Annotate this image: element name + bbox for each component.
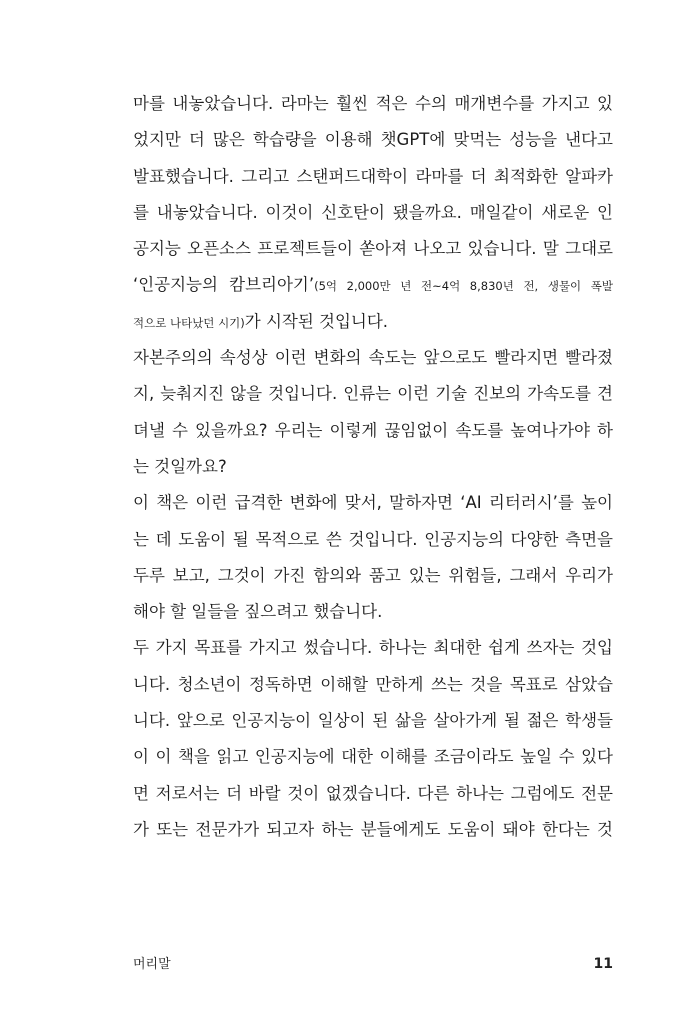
running-footer-section: 머리말 bbox=[133, 957, 171, 972]
body-line: 니다. 청소년이 정독하면 이해할 만하게 쓰는 것을 목표로 삼았습 bbox=[133, 674, 613, 694]
body-line: 적으로 나타났던 시기)가 시작된 것입니다. bbox=[133, 311, 389, 331]
body-line: 공지능 오픈소스 프로젝트들이 쏟아져 나오고 있습니다. 말 그대로 bbox=[133, 239, 613, 259]
page-number: 11 bbox=[593, 956, 613, 972]
body-text bbox=[133, 86, 613, 848]
body-line: 는 것일까요? bbox=[133, 456, 227, 476]
footnote-aside: (5억 2,000만 년 전~4억 8,830년 전, 생물이 폭발 bbox=[314, 279, 613, 294]
body-line: 가 또는 전문가가 되고자 하는 분들에게도 도움이 돼야 한다는 것 bbox=[133, 819, 613, 839]
body-line: 이 책은 이런 급격한 변화에 맞서, 말하자면 ‘AI 리터러시’를 높이 bbox=[133, 493, 613, 513]
body-line: 발표했습니다. 그리고 스탠퍼드대학이 라마를 더 최적화한 알파카 bbox=[133, 166, 613, 186]
body-line: 지, 늦춰지진 않을 것입니다. 인류는 이런 기술 진보의 가속도를 견 bbox=[133, 384, 613, 404]
body-line: 니다. 앞으로 인공지능이 일상이 된 삶을 살아가게 될 젊은 학생들 bbox=[133, 711, 613, 731]
body-line: 두 가지 목표를 가지고 썼습니다. 하나는 최대한 쉽게 쓰자는 것입 bbox=[133, 638, 613, 658]
body-line: 는 데 도움이 될 목적으로 쓴 것입니다. 인공지능의 다양한 측면을 bbox=[133, 529, 613, 549]
body-line: 었지만 더 많은 학습량을 이용해 챗GPT에 맞먹는 성능을 낸다고 bbox=[133, 130, 613, 150]
body-line: 뎌낼 수 있을까요? 우리는 이렇게 끊임없이 속도를 높여나가야 하 bbox=[133, 420, 613, 440]
body-line: 면 저로서는 더 바랄 것이 없겠습니다. 다른 하나는 그럼에도 전문 bbox=[133, 783, 613, 803]
body-line: 이 이 책을 읽고 인공지능에 대한 이해를 조금이라도 높일 수 있다 bbox=[133, 747, 613, 767]
body-line: 를 내놓았습니다. 이것이 신호탄이 됐을까요. 매일같이 새로운 인 bbox=[133, 202, 613, 222]
body-line: 두루 보고, 그것이 가진 함의와 품고 있는 위험들, 그래서 우리가 bbox=[133, 565, 613, 585]
body-line: 마를 내놓았습니다. 라마는 훨씬 적은 수의 매개변수를 가지고 있 bbox=[133, 94, 613, 113]
body-line: 해야 할 일들을 짚으려고 했습니다. bbox=[133, 602, 383, 622]
footnote-aside: 적으로 나타났던 시기) bbox=[133, 315, 245, 330]
body-line: ‘인공지능의 캄브리아기’(5억 2,000만 년 전~4억 8,830년 전, 생물이 폭발 bbox=[133, 275, 613, 295]
body-line: 자본주의의 속성상 이런 변화의 속도는 앞으로도 빨라지면 빨라졌 bbox=[133, 348, 613, 368]
